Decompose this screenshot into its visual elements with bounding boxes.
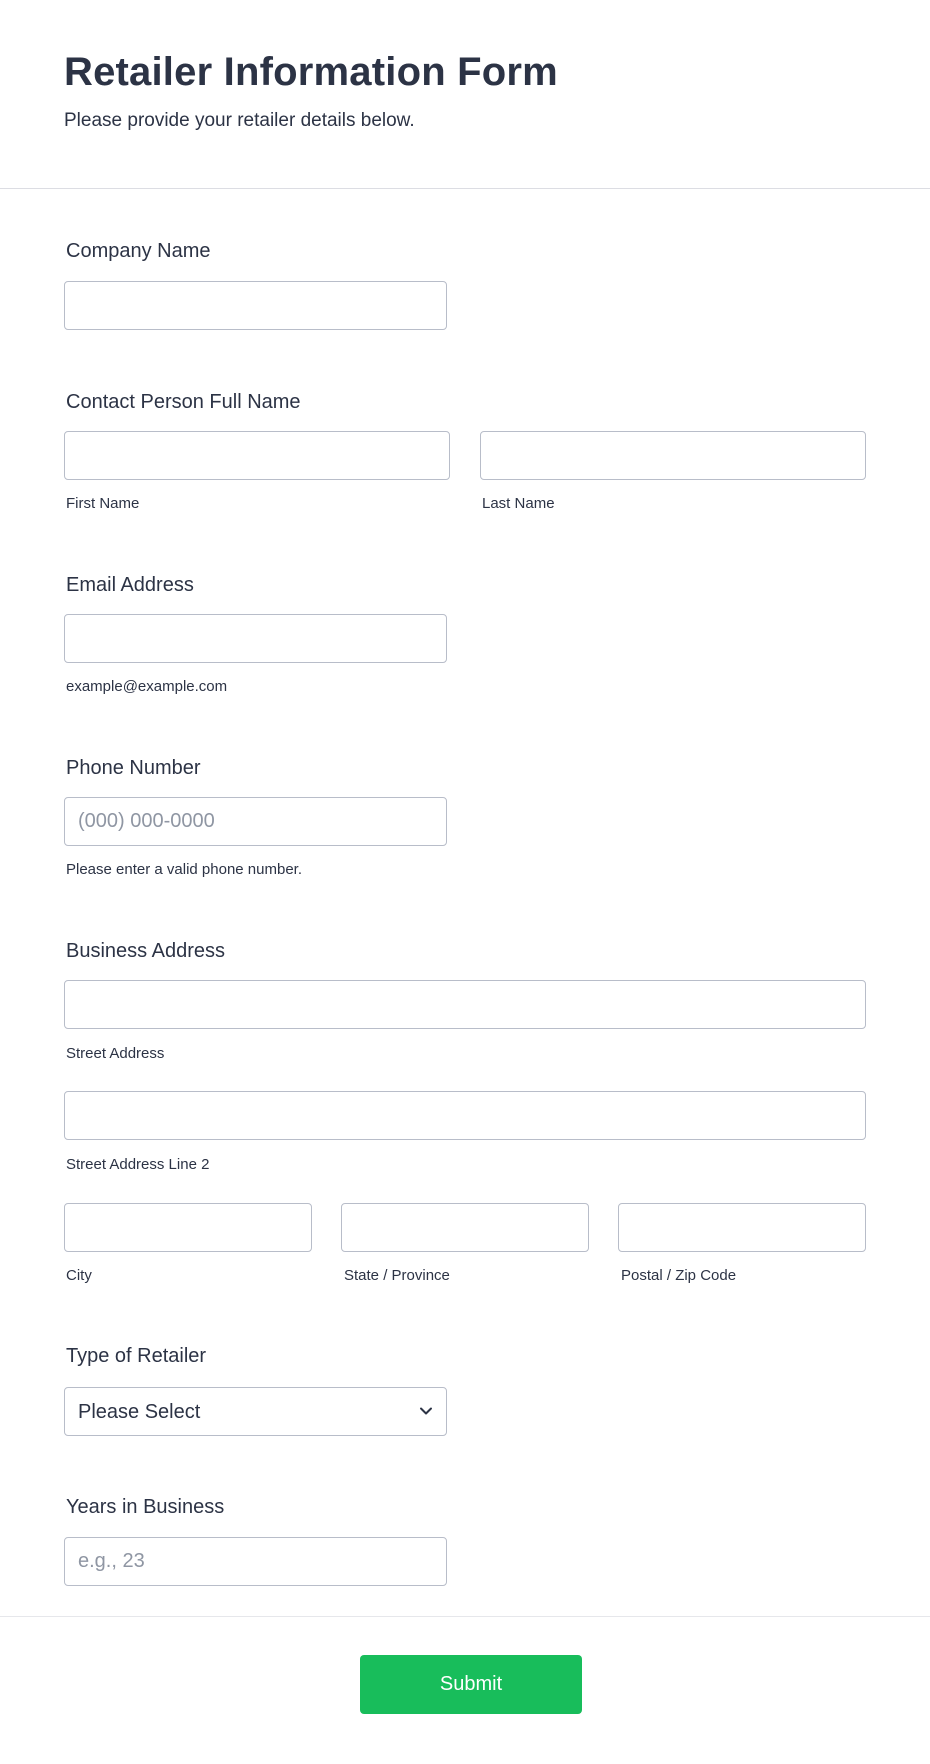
last-name-sublabel: Last Name [482, 495, 555, 512]
street-address-input[interactable] [64, 980, 866, 1029]
phone-input[interactable] [64, 797, 447, 846]
company-name-label: Company Name [66, 240, 211, 262]
state-input[interactable] [341, 1203, 589, 1252]
first-name-input[interactable] [64, 431, 450, 480]
street-address-line2-input[interactable] [64, 1091, 866, 1140]
email-input[interactable] [64, 614, 447, 663]
retailer-type-label: Type of Retailer [66, 1345, 207, 1367]
form-header [0, 0, 930, 189]
street-address-line2-sublabel: Street Address Line 2 [66, 1156, 210, 1173]
email-label: Email Address [66, 574, 194, 596]
submit-button[interactable]: Submit [360, 1655, 582, 1714]
city-input[interactable] [64, 1203, 312, 1252]
business-address-label: Business Address [66, 940, 225, 962]
footer-divider [0, 1616, 930, 1617]
state-sublabel: State / Province [344, 1267, 450, 1284]
zip-input[interactable] [618, 1203, 866, 1252]
zip-sublabel: Postal / Zip Code [621, 1267, 737, 1284]
phone-sublabel: Please enter a valid phone number. [66, 861, 302, 878]
email-sublabel: example@example.com [66, 678, 228, 695]
chevron-down-icon [418, 1403, 434, 1419]
company-name-input[interactable] [64, 281, 447, 330]
contact-name-label: Contact Person Full Name [66, 391, 301, 413]
page-title: Retailer Information Form [64, 50, 558, 94]
years-input[interactable] [64, 1537, 447, 1586]
retailer-type-selected: Please Select [78, 1401, 201, 1423]
retailer-type-select[interactable] [64, 1387, 447, 1436]
last-name-input[interactable] [480, 431, 866, 480]
street-address-sublabel: Street Address [66, 1045, 165, 1062]
page-subtitle: Please provide your retailer details below. [64, 110, 415, 131]
years-label: Years in Business [66, 1496, 225, 1518]
phone-label: Phone Number [66, 757, 201, 779]
city-sublabel: City [66, 1267, 92, 1284]
first-name-sublabel: First Name [66, 495, 140, 512]
